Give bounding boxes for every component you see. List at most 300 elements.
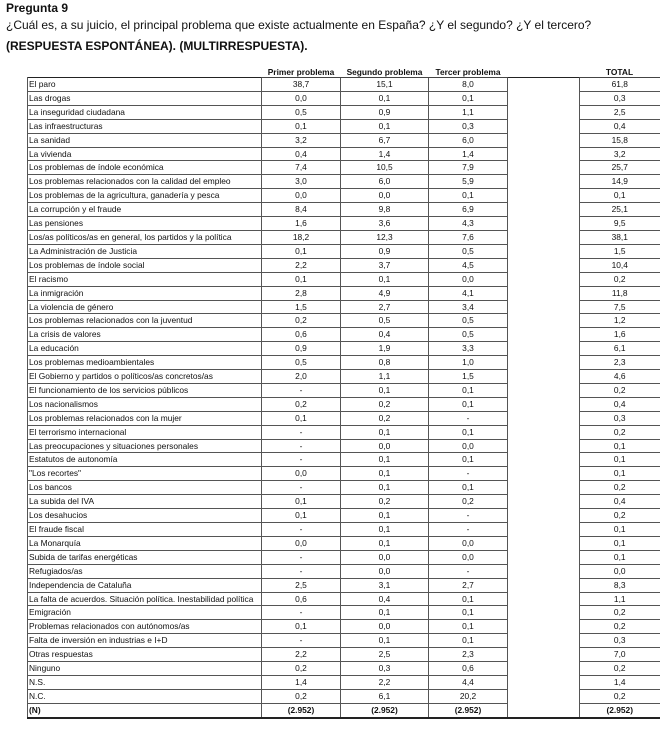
primer-value: - xyxy=(262,453,341,467)
segundo-value: 0,2 xyxy=(341,495,429,509)
tercer-value: 0,0 xyxy=(429,272,508,286)
total-value: 10,4 xyxy=(580,258,660,272)
total-value: 2,5 xyxy=(580,105,660,119)
primer-value: 38,7 xyxy=(262,78,341,92)
table-row xyxy=(28,383,660,397)
total-value: 0,4 xyxy=(580,397,660,411)
segundo-value: 0,1 xyxy=(341,509,429,523)
table-row xyxy=(28,675,660,689)
primer-value: 0,1 xyxy=(262,620,341,634)
tercer-value: 0,1 xyxy=(429,606,508,620)
column-spacer xyxy=(508,147,580,161)
segundo-value: 0,5 xyxy=(341,314,429,328)
total-value: 0,2 xyxy=(580,662,660,676)
row-label: N.C. xyxy=(28,689,262,703)
table-row xyxy=(28,328,660,342)
column-spacer xyxy=(508,356,580,370)
segundo-value: 1,4 xyxy=(341,147,429,161)
tercer-value: 0,1 xyxy=(429,453,508,467)
row-label: El terrorismo internacional xyxy=(28,425,262,439)
total-value: 8,3 xyxy=(580,578,660,592)
row-label: El Gobierno y partidos o políticos/as concretos/as xyxy=(28,370,262,384)
column-spacer xyxy=(508,578,580,592)
tercer-value: 1,4 xyxy=(429,147,508,161)
table-row xyxy=(28,203,660,217)
segundo-value: 6,7 xyxy=(341,133,429,147)
row-label: Las preocupaciones y situaciones personales xyxy=(28,439,262,453)
table-row xyxy=(28,189,660,203)
column-spacer xyxy=(508,523,580,537)
column-spacer xyxy=(508,703,580,717)
tercer-value: 4,1 xyxy=(429,286,508,300)
tercer-value: 2,3 xyxy=(429,648,508,662)
tercer-value: 4,3 xyxy=(429,217,508,231)
row-label: Las drogas xyxy=(28,91,262,105)
primer-value: 18,2 xyxy=(262,230,341,244)
row-label: Los problemas medioambientales xyxy=(28,356,262,370)
tercer-value: 0,1 xyxy=(429,634,508,648)
segundo-value: 0,1 xyxy=(341,119,429,133)
column-spacer xyxy=(508,105,580,119)
column-spacer xyxy=(508,411,580,425)
primer-value: 0,1 xyxy=(262,244,341,258)
column-spacer xyxy=(508,397,580,411)
primer-value: 0,0 xyxy=(262,189,341,203)
column-spacer xyxy=(508,300,580,314)
row-label: Independencia de Cataluña xyxy=(28,578,262,592)
segundo-value: 0,9 xyxy=(341,244,429,258)
primer-value: - xyxy=(262,425,341,439)
table-body xyxy=(28,78,660,718)
primer-value: 0,5 xyxy=(262,356,341,370)
table-row xyxy=(28,258,660,272)
column-spacer xyxy=(508,286,580,300)
tercer-value: 2,7 xyxy=(429,578,508,592)
table-row xyxy=(28,536,660,550)
column-spacer xyxy=(508,425,580,439)
total-value: 0,1 xyxy=(580,189,660,203)
primer-value: (2.952) xyxy=(262,703,341,717)
question-text: ¿Cuál es, a su juicio, el principal problema que existe actualmente en España? ¿Y el segundo? ¿Y el tercero? xyxy=(6,18,592,32)
segundo-value: 3,6 xyxy=(341,217,429,231)
row-label: La Administración de Justicia xyxy=(28,244,262,258)
tercer-value: 5,9 xyxy=(429,175,508,189)
row-label: La educación xyxy=(28,342,262,356)
row-label: Los nacionalismos xyxy=(28,397,262,411)
tercer-value: 1,1 xyxy=(429,105,508,119)
tercer-value: 20,2 xyxy=(429,689,508,703)
tercer-value: 0,5 xyxy=(429,328,508,342)
column-spacer xyxy=(508,370,580,384)
total-value: 1,5 xyxy=(580,244,660,258)
table-row xyxy=(28,592,660,606)
table-row xyxy=(28,314,660,328)
total-value: 0,0 xyxy=(580,564,660,578)
total-value: 0,2 xyxy=(580,606,660,620)
primer-value: - xyxy=(262,634,341,648)
column-spacer xyxy=(508,175,580,189)
segundo-value: 15,1 xyxy=(341,78,429,92)
table-row xyxy=(28,550,660,564)
row-label: Otras respuestas xyxy=(28,648,262,662)
total-value: 25,7 xyxy=(580,161,660,175)
tercer-value: - xyxy=(429,509,508,523)
segundo-value: 0,1 xyxy=(341,606,429,620)
row-label: "Los recortes" xyxy=(28,467,262,481)
table-row xyxy=(28,342,660,356)
segundo-value: 0,9 xyxy=(341,105,429,119)
table-row xyxy=(28,217,660,231)
primer-value: - xyxy=(262,481,341,495)
segundo-value: 0,3 xyxy=(341,662,429,676)
segundo-value: 2,5 xyxy=(341,648,429,662)
segundo-value: 12,3 xyxy=(341,230,429,244)
total-value: 0,2 xyxy=(580,481,660,495)
primer-value: 3,0 xyxy=(262,175,341,189)
column-spacer xyxy=(508,203,580,217)
primer-value: 0,1 xyxy=(262,411,341,425)
row-label: La Monarquía xyxy=(28,536,262,550)
total-value: 0,2 xyxy=(580,620,660,634)
primer-value: 7,4 xyxy=(262,161,341,175)
table-row xyxy=(28,425,660,439)
column-spacer xyxy=(508,314,580,328)
table-row xyxy=(28,662,660,676)
segundo-value: 3,7 xyxy=(341,258,429,272)
column-spacer xyxy=(508,161,580,175)
row-label: Refugiados/as xyxy=(28,564,262,578)
segundo-value: 0,1 xyxy=(341,272,429,286)
segundo-value: 0,0 xyxy=(341,564,429,578)
row-label: La corrupción y el fraude xyxy=(28,203,262,217)
total-value: 11,8 xyxy=(580,286,660,300)
segundo-value: 3,1 xyxy=(341,578,429,592)
table-row xyxy=(28,467,660,481)
tercer-value: 6,9 xyxy=(429,203,508,217)
tercer-value: 0,3 xyxy=(429,119,508,133)
total-value: 1,6 xyxy=(580,328,660,342)
row-label: Los problemas de índole social xyxy=(28,258,262,272)
tercer-value: 0,6 xyxy=(429,662,508,676)
total-value: 9,5 xyxy=(580,217,660,231)
tercer-value: - xyxy=(429,564,508,578)
segundo-value: 4,9 xyxy=(341,286,429,300)
column-spacer xyxy=(508,230,580,244)
segundo-value: 2,2 xyxy=(341,675,429,689)
row-label: Emigración xyxy=(28,606,262,620)
column-spacer xyxy=(508,509,580,523)
total-value: 0,2 xyxy=(580,509,660,523)
total-value: 14,9 xyxy=(580,175,660,189)
segundo-value: 6,1 xyxy=(341,689,429,703)
row-label: Los problemas de la agricultura, ganadería y pesca xyxy=(28,189,262,203)
tercer-value: 3,4 xyxy=(429,300,508,314)
row-label: Subida de tarifas energéticas xyxy=(28,550,262,564)
column-spacer xyxy=(508,634,580,648)
row-label: La violencia de género xyxy=(28,300,262,314)
tercer-value: 0,1 xyxy=(429,189,508,203)
segundo-value: 0,8 xyxy=(341,356,429,370)
total-value: 0,1 xyxy=(580,439,660,453)
row-label: La subida del IVA xyxy=(28,495,262,509)
primer-value: - xyxy=(262,439,341,453)
total-value: 2,3 xyxy=(580,356,660,370)
primer-value: 0,1 xyxy=(262,272,341,286)
total-value: 25,1 xyxy=(580,203,660,217)
primer-value: 2,5 xyxy=(262,578,341,592)
table-row xyxy=(28,356,660,370)
column-spacer xyxy=(508,606,580,620)
primer-value: 1,6 xyxy=(262,217,341,231)
table-row xyxy=(28,230,660,244)
row-label: Los problemas de índole económica xyxy=(28,161,262,175)
segundo-value: 0,2 xyxy=(341,397,429,411)
segundo-value: 0,1 xyxy=(341,481,429,495)
column-spacer xyxy=(508,439,580,453)
primer-value: 0,1 xyxy=(262,495,341,509)
tercer-value: 0,1 xyxy=(429,592,508,606)
total-value: 0,2 xyxy=(580,425,660,439)
tercer-value: 0,1 xyxy=(429,425,508,439)
row-label: Falta de inversión en industrias e I+D xyxy=(28,634,262,648)
row-label: La inmigración xyxy=(28,286,262,300)
total-value: 0,3 xyxy=(580,411,660,425)
column-spacer xyxy=(508,689,580,703)
header-blank xyxy=(28,67,262,78)
total-value: 61,8 xyxy=(580,78,660,92)
tercer-value: 0,1 xyxy=(429,481,508,495)
row-label: Los problemas relacionados con la mujer xyxy=(28,411,262,425)
tercer-value: 6,0 xyxy=(429,133,508,147)
total-value: 7,5 xyxy=(580,300,660,314)
table-row xyxy=(28,606,660,620)
table-row xyxy=(28,495,660,509)
primer-value: - xyxy=(262,383,341,397)
total-value: 0,4 xyxy=(580,119,660,133)
row-label: El racismo xyxy=(28,272,262,286)
primer-value: - xyxy=(262,564,341,578)
segundo-value: (2.952) xyxy=(341,703,429,717)
segundo-value: 0,1 xyxy=(341,453,429,467)
column-spacer xyxy=(508,564,580,578)
table-row xyxy=(28,147,660,161)
column-spacer xyxy=(508,189,580,203)
table-row xyxy=(28,411,660,425)
row-label: Los problemas relacionados con la calidad del empleo xyxy=(28,175,262,189)
table-row xyxy=(28,370,660,384)
table-row xyxy=(28,244,660,258)
column-spacer xyxy=(508,675,580,689)
row-label: Los desahucios xyxy=(28,509,262,523)
table-row xyxy=(28,439,660,453)
tercer-value: 1,5 xyxy=(429,370,508,384)
tercer-value: 0,0 xyxy=(429,439,508,453)
primer-value: 2,2 xyxy=(262,258,341,272)
total-value: 15,8 xyxy=(580,133,660,147)
row-label: El funcionamiento de los servicios públicos xyxy=(28,383,262,397)
row-label: Las pensiones xyxy=(28,217,262,231)
row-label: Los/as políticos/as en general, los partidos y la política xyxy=(28,230,262,244)
tercer-value: 0,2 xyxy=(429,495,508,509)
column-spacer xyxy=(508,453,580,467)
column-spacer xyxy=(508,592,580,606)
primer-value: 0,2 xyxy=(262,662,341,676)
primer-value: - xyxy=(262,523,341,537)
total-value: 0,4 xyxy=(580,495,660,509)
column-spacer xyxy=(508,133,580,147)
column-spacer xyxy=(508,258,580,272)
primer-value: 0,0 xyxy=(262,91,341,105)
table-row xyxy=(28,703,660,717)
primer-value: 1,5 xyxy=(262,300,341,314)
tercer-value: 0,1 xyxy=(429,397,508,411)
tercer-value: 7,9 xyxy=(429,161,508,175)
table-row xyxy=(28,175,660,189)
column-spacer xyxy=(508,217,580,231)
column-spacer xyxy=(508,495,580,509)
tercer-value: 8,0 xyxy=(429,78,508,92)
tercer-value: - xyxy=(429,411,508,425)
segundo-value: 0,1 xyxy=(341,91,429,105)
segundo-value: 0,4 xyxy=(341,328,429,342)
header-primer-problema: Primer problema xyxy=(262,67,341,78)
header-tercer-problema: Tercer problema xyxy=(429,67,508,78)
tercer-value: 0,1 xyxy=(429,620,508,634)
row-label: Los bancos xyxy=(28,481,262,495)
tercer-value: 0,1 xyxy=(429,383,508,397)
tercer-value: 0,5 xyxy=(429,314,508,328)
row-label: Problemas relacionados con autónomos/as xyxy=(28,620,262,634)
table-row xyxy=(28,523,660,537)
row-label: El paro xyxy=(28,78,262,92)
table-row xyxy=(28,397,660,411)
total-value: 0,1 xyxy=(580,467,660,481)
tercer-value: 4,4 xyxy=(429,675,508,689)
total-value: 0,2 xyxy=(580,383,660,397)
total-value: 0,3 xyxy=(580,634,660,648)
primer-value: 0,6 xyxy=(262,328,341,342)
header-total: TOTAL xyxy=(580,67,660,78)
tercer-value: 3,3 xyxy=(429,342,508,356)
segundo-value: 0,0 xyxy=(341,620,429,634)
results-table xyxy=(27,67,660,719)
primer-value: 2,0 xyxy=(262,370,341,384)
column-spacer xyxy=(508,342,580,356)
segundo-value: 2,7 xyxy=(341,300,429,314)
row-label: La sanidad xyxy=(28,133,262,147)
column-spacer xyxy=(508,272,580,286)
row-label: Las infraestructuras xyxy=(28,119,262,133)
row-label: N.S. xyxy=(28,675,262,689)
segundo-value: 0,1 xyxy=(341,467,429,481)
segundo-value: 1,9 xyxy=(341,342,429,356)
table-row xyxy=(28,634,660,648)
row-label: (N) xyxy=(28,703,262,717)
row-label: Ninguno xyxy=(28,662,262,676)
total-value: 1,1 xyxy=(580,592,660,606)
column-spacer xyxy=(508,383,580,397)
primer-value: 0,2 xyxy=(262,689,341,703)
total-value: 38,1 xyxy=(580,230,660,244)
column-spacer xyxy=(508,91,580,105)
column-spacer xyxy=(508,244,580,258)
primer-value: 0,6 xyxy=(262,592,341,606)
tercer-value: (2.952) xyxy=(429,703,508,717)
table-row xyxy=(28,300,660,314)
primer-value: 0,9 xyxy=(262,342,341,356)
header-spacer xyxy=(508,67,580,78)
segundo-value: 9,8 xyxy=(341,203,429,217)
row-label: La inseguridad ciudadana xyxy=(28,105,262,119)
segundo-value: 6,0 xyxy=(341,175,429,189)
total-value: 0,1 xyxy=(580,523,660,537)
primer-value: 0,1 xyxy=(262,509,341,523)
primer-value: 0,5 xyxy=(262,105,341,119)
column-spacer xyxy=(508,467,580,481)
segundo-value: 0,0 xyxy=(341,439,429,453)
table-row xyxy=(28,133,660,147)
tercer-value: 4,5 xyxy=(429,258,508,272)
column-spacer xyxy=(508,328,580,342)
table-row xyxy=(28,78,660,92)
table-row xyxy=(28,91,660,105)
row-label: Los problemas relacionados con la juventud xyxy=(28,314,262,328)
tercer-value: - xyxy=(429,523,508,537)
row-label: El fraude fiscal xyxy=(28,523,262,537)
total-value: 1,2 xyxy=(580,314,660,328)
table-row xyxy=(28,286,660,300)
total-value: 0,2 xyxy=(580,272,660,286)
total-value: 1,4 xyxy=(580,675,660,689)
table-row xyxy=(28,564,660,578)
table-row xyxy=(28,620,660,634)
table-row xyxy=(28,509,660,523)
column-spacer xyxy=(508,481,580,495)
primer-value: 0,1 xyxy=(262,119,341,133)
row-label: La crisis de valores xyxy=(28,328,262,342)
table-row xyxy=(28,648,660,662)
row-label: La falta de acuerdos. Situación política. Inestabilidad política xyxy=(28,592,262,606)
tercer-value: 7,6 xyxy=(429,230,508,244)
header-segundo-problema: Segundo problema xyxy=(341,67,429,78)
primer-value: 0,4 xyxy=(262,147,341,161)
primer-value: 1,4 xyxy=(262,675,341,689)
table-row xyxy=(28,481,660,495)
column-spacer xyxy=(508,550,580,564)
segundo-value: 0,1 xyxy=(341,536,429,550)
segundo-value: 1,1 xyxy=(341,370,429,384)
segundo-value: 0,1 xyxy=(341,634,429,648)
total-value: 6,1 xyxy=(580,342,660,356)
tercer-value: 0,0 xyxy=(429,550,508,564)
total-value: 0,1 xyxy=(580,453,660,467)
total-value: 7,0 xyxy=(580,648,660,662)
table-row xyxy=(28,272,660,286)
column-spacer xyxy=(508,536,580,550)
table-row xyxy=(28,689,660,703)
tercer-value: 0,5 xyxy=(429,244,508,258)
total-value: 0,1 xyxy=(580,550,660,564)
column-spacer xyxy=(508,662,580,676)
primer-value: 2,8 xyxy=(262,286,341,300)
primer-value: 0,2 xyxy=(262,397,341,411)
primer-value: 0,0 xyxy=(262,467,341,481)
question-note: (RESPUESTA ESPONTÁNEA). (MULTIRRESPUESTA). xyxy=(6,39,308,53)
column-spacer xyxy=(508,648,580,662)
segundo-value: 10,5 xyxy=(341,161,429,175)
segundo-value: 0,0 xyxy=(341,550,429,564)
primer-value: 8,4 xyxy=(262,203,341,217)
